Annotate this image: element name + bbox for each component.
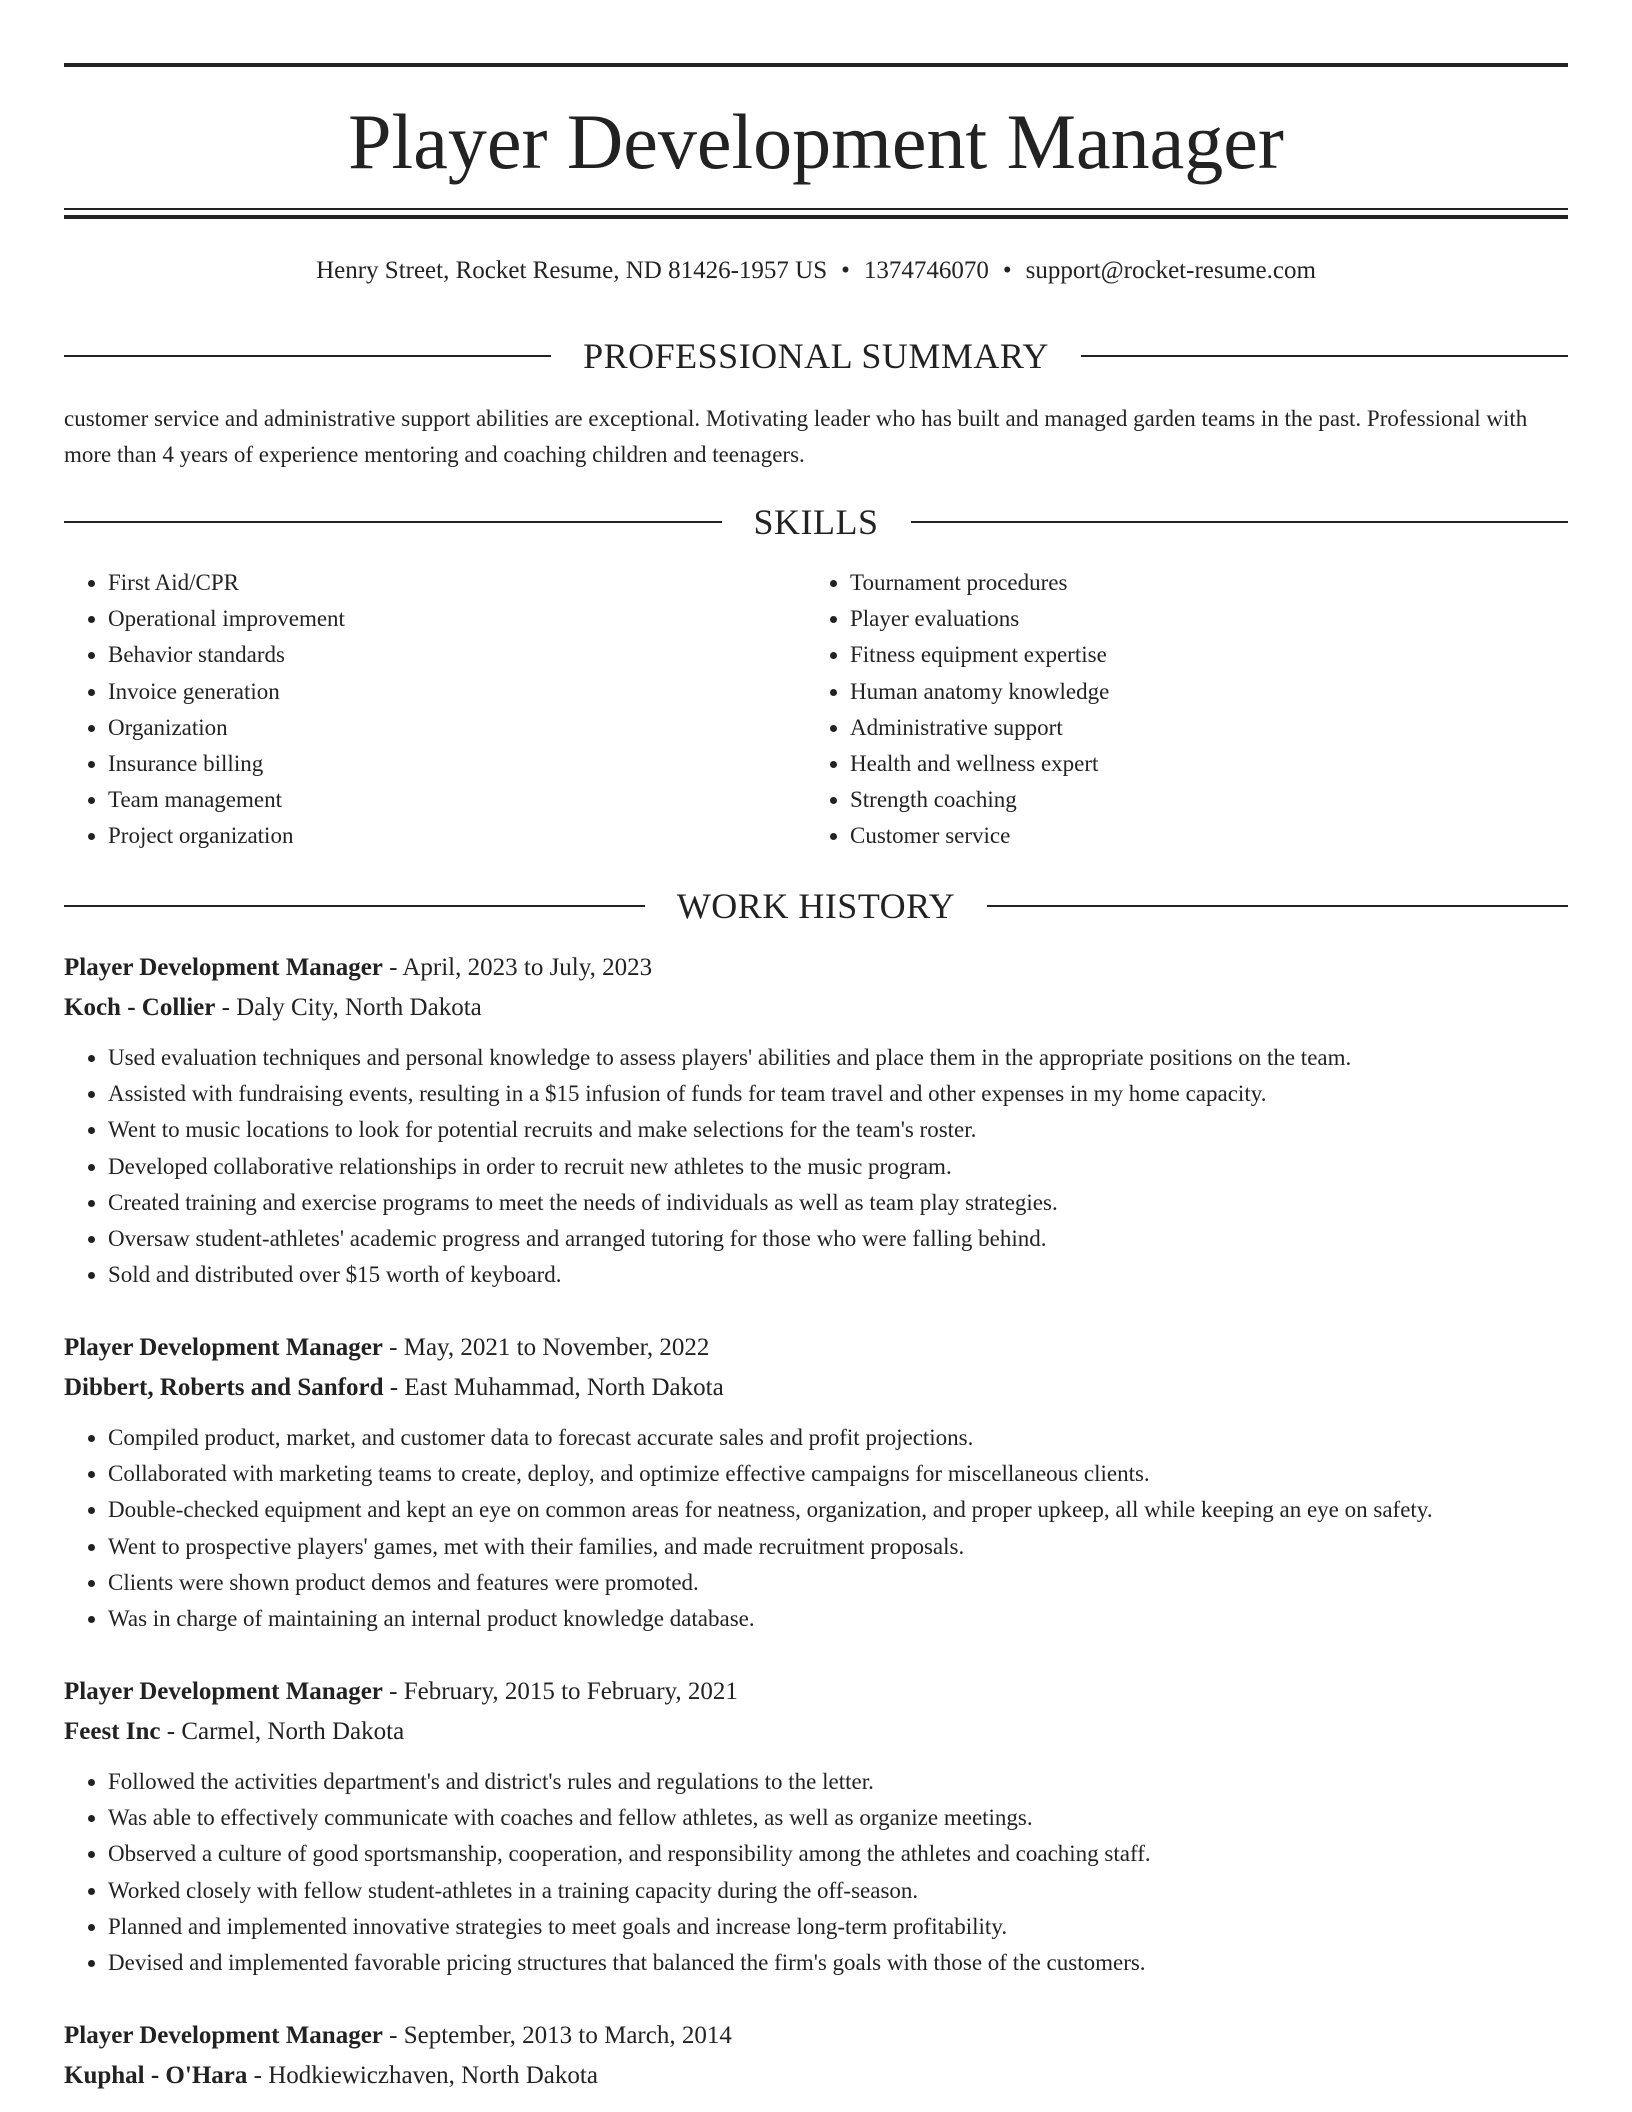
job-company-line	[64, 1712, 1568, 1752]
skill-item: • Human anatomy knowledge	[850, 674, 1548, 710]
skill-item: • Team management	[108, 782, 806, 818]
job-company: Dibbert, Roberts and Sanford	[64, 1374, 384, 1401]
job-company: Koch - Collier	[64, 994, 216, 1021]
job-bullet: • Developed collaborative relationships in order to recruit new athletes to the music program.	[108, 1149, 1568, 1185]
contact-separator: •	[1002, 257, 1012, 284]
job-title: Player Development Manager	[64, 2022, 383, 2049]
job-bullet: • Followed the activities department's and district's rules and regulations to the letter.	[108, 1764, 1568, 1800]
skill-item: • Administrative support	[850, 710, 1548, 746]
job-bullet: • Went to music locations to look for potential recruits and make selections for the team's roster.	[108, 1112, 1568, 1148]
job-bullet: • Was able to effectively communicate with coaches and fellow athletes, as well as organize meetings.	[108, 1800, 1568, 1836]
skill-item: • Invoice generation	[108, 674, 806, 710]
skill-item: • Fitness equipment expertise	[850, 637, 1548, 673]
job-company: Kuphal - O'Hara	[64, 2062, 248, 2089]
title-rule-thick	[64, 215, 1568, 219]
section-rule-right	[987, 905, 1568, 907]
job-company: Feest Inc	[64, 1718, 161, 1745]
section-header-summary	[64, 334, 1568, 378]
job-entry	[64, 1328, 1568, 1637]
skill-item: • Project organization	[108, 818, 806, 854]
job-bullet: • Clients were shown product demos and features were promoted.	[108, 1565, 1568, 1601]
job-title: Player Development Manager	[64, 954, 383, 981]
skills-list	[64, 565, 1568, 855]
job-bullet: • Planned and implemented innovative strategies to meet goals and increase long-term profitability.	[108, 1909, 1568, 1945]
section-rule-right	[911, 521, 1569, 523]
contact-address: Henry Street, Rocket Resume, ND 81426-1957 US	[316, 257, 828, 284]
job-entry	[64, 948, 1568, 1293]
job-bullet: • Used evaluation techniques and personal knowledge to assess players' abilities and place them in the appropriate positions on the team.	[108, 1040, 1568, 1076]
job-bullets	[64, 1420, 1568, 1637]
job-entry	[64, 2016, 1568, 2096]
skill-item: • Operational improvement	[108, 601, 806, 637]
job-title: Player Development Manager	[64, 1678, 383, 1705]
job-title-line	[64, 948, 1568, 988]
job-title: Player Development Manager	[64, 1334, 383, 1361]
job-bullet: • Double-checked equipment and kept an eye on common areas for neatness, organization, and proper upkeep, all while keeping an eye on safety.	[108, 1492, 1568, 1528]
job-bullet: • Observed a culture of good sportsmanship, cooperation, and responsibility among the athletes and coaching staff.	[108, 1836, 1568, 1872]
job-bullet: • Worked closely with fellow student-athletes in a training capacity during the off-season.	[108, 1873, 1568, 1909]
skill-item: • Behavior standards	[108, 637, 806, 673]
job-bullet: • Created training and exercise programs to meet the needs of individuals as well as team play strategies.	[108, 1185, 1568, 1221]
job-company-line	[64, 988, 1568, 1028]
job-company-line	[64, 1368, 1568, 1408]
section-rule-left	[64, 905, 645, 907]
job-dates: - September, 2013 to March, 2014	[382, 2022, 732, 2049]
section-header-skills	[64, 500, 1568, 544]
job-bullet: • Sold and distributed over $15 worth of keyboard.	[108, 1257, 1568, 1293]
job-title-line	[64, 2016, 1568, 2056]
skill-item: • Organization	[108, 710, 806, 746]
section-rule-right	[1081, 355, 1568, 357]
job-location: - Carmel, North Dakota	[160, 1718, 405, 1745]
job-bullet: • Collaborated with marketing teams to create, deploy, and optimize effective campaigns for miscellaneous clients.	[108, 1456, 1568, 1492]
job-bullet: • Assisted with fundraising events, resulting in a $15 infusion of funds for team travel and other expenses in my home capacity.	[108, 1076, 1568, 1112]
job-bullet: • Was in charge of maintaining an internal product knowledge database.	[108, 1601, 1568, 1637]
page-title: Player Development Manager	[348, 98, 1284, 185]
job-location: - Daly City, North Dakota	[215, 994, 482, 1021]
job-dates: - February, 2015 to February, 2021	[382, 1678, 738, 1705]
skills-column-right	[806, 565, 1548, 855]
summary-text: customer service and administrative support abilities are exceptional. Motivating leader who has built and managed garden teams in the past. Professional with more than 4 years of experience mentoring and coaching children and teenagers.	[64, 406, 1528, 467]
job-title-line	[64, 1672, 1568, 1712]
job-bullet: • Devised and implemented favorable pricing structures that balanced the firm's goals with those of the customers.	[108, 1945, 1568, 1981]
section-title-skills: SKILLS	[753, 502, 879, 542]
skill-item: • Insurance billing	[108, 746, 806, 782]
title-rule-thin	[64, 208, 1568, 210]
skill-item: • Health and wellness expert	[850, 746, 1548, 782]
contact-line	[64, 255, 1568, 287]
section-rule-left	[64, 521, 722, 523]
job-dates: - April, 2023 to July, 2023	[382, 954, 653, 981]
skill-item: • Strength coaching	[850, 782, 1548, 818]
section-header-work	[64, 884, 1568, 928]
skill-item: • Customer service	[850, 818, 1548, 854]
job-location: - East Muhammad, North Dakota	[383, 1374, 724, 1401]
job-bullet: • Oversaw student-athletes' academic progress and arranged tutoring for those who were falling behind.	[108, 1221, 1568, 1257]
skill-item: • Tournament procedures	[850, 565, 1548, 601]
job-bullets	[64, 1764, 1568, 1981]
job-bullet: • Compiled product, market, and customer data to forecast accurate sales and profit projections.	[108, 1420, 1568, 1456]
top-rule	[64, 63, 1568, 67]
skill-item: • Player evaluations	[850, 601, 1548, 637]
job-location: - Hodkiewiczhaven, North Dakota	[247, 2062, 598, 2089]
section-title-summary: PROFESSIONAL SUMMARY	[583, 336, 1049, 376]
contact-separator: •	[841, 257, 850, 284]
job-entry	[64, 1672, 1568, 1981]
job-bullets	[64, 1040, 1568, 1293]
contact-email: support@rocket-resume.com	[1025, 257, 1316, 284]
section-rule-left	[64, 355, 551, 357]
skill-item: • First Aid/CPR	[108, 565, 806, 601]
job-dates: - May, 2021 to November, 2022	[382, 1334, 710, 1361]
contact-phone: 1374746070	[863, 257, 989, 284]
job-company-line	[64, 2056, 1568, 2096]
job-bullet: • Went to prospective players' games, met with their families, and made recruitment proposals.	[108, 1529, 1568, 1565]
skills-column-left	[64, 565, 806, 855]
job-title-line	[64, 1328, 1568, 1368]
section-title-work: WORK HISTORY	[676, 886, 956, 926]
